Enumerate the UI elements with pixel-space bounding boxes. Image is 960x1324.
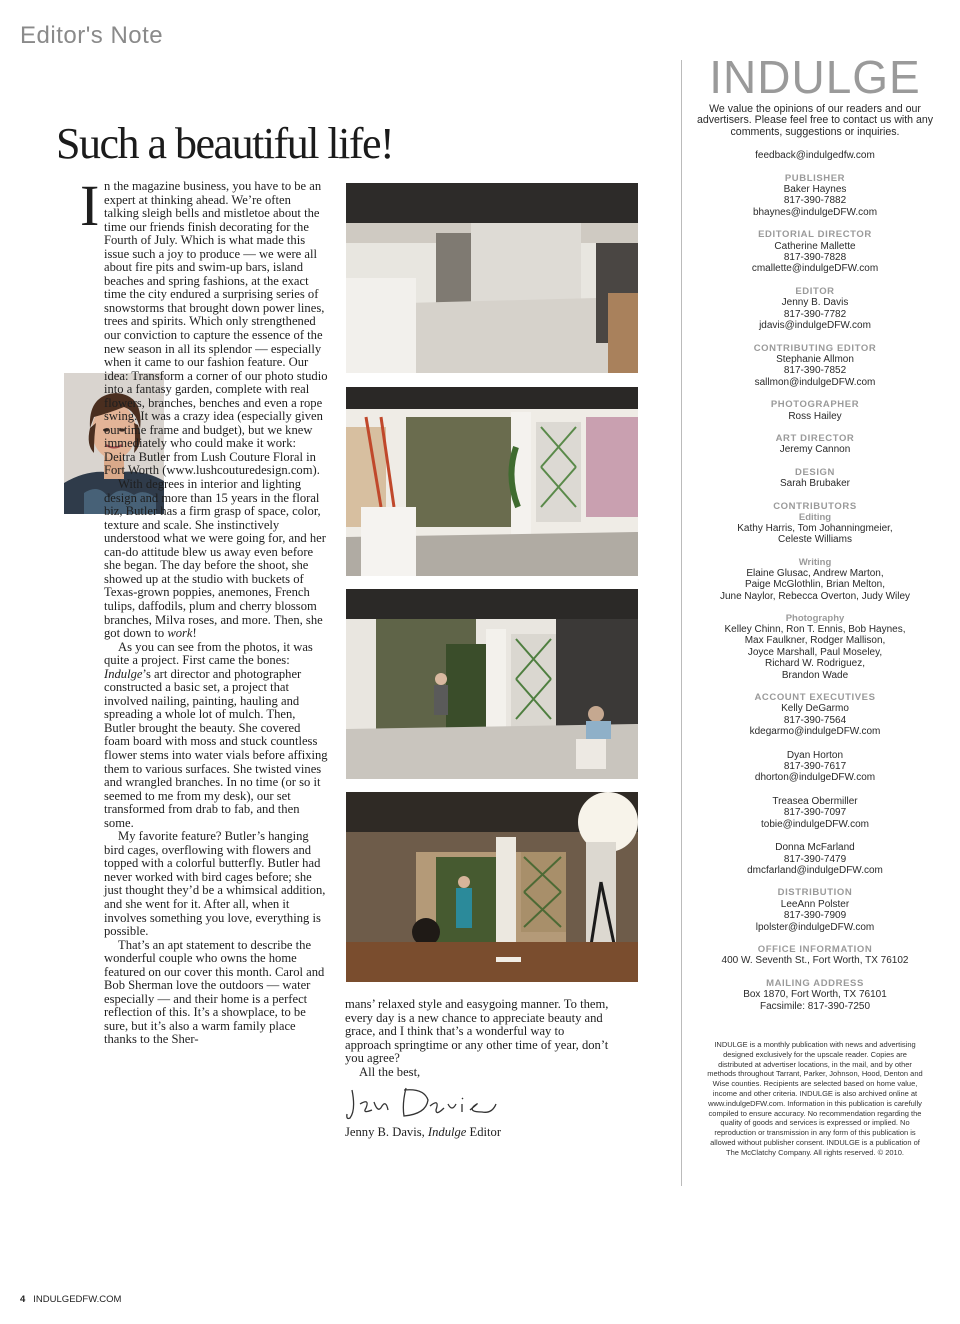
contributors-block: CONTRIBUTORS Editing Kathy Harris, Tom Johanningmeier, Celeste Williams Writing Elaine Glusac, Andrew Marton, Paige McGlothlin, Brian Melton, June Naylor, Rebecca Overton, Judy Wiley Photography Kelley Chinn, Ron T. Ennis, Bob Haynes, Max Faulkner, Rodger Mallison, Joyce Marshall, Paul Moseley, Richard W. Rodriguez, Brandon Wade: [719, 500, 911, 681]
paragraph-3-start: As you can see from the photos, it was quite a project. First came the bones:: [104, 639, 313, 668]
photographer-block: PHOTOGRAPHER Ross Hailey: [770, 399, 860, 422]
account-exec-email[interactable]: tobie@indulgeDFW.com: [761, 818, 869, 830]
studio-photo-1: [346, 183, 638, 373]
paragraph-1: n the magazine business, you have to be an expert at thinking ahead. We’re often talking sleigh bells and mistletoe about the time our friends finish decorating for the Fourth of July. Which is what made this issue such a joy to produce — we were all about fire pits and swim-up bars, island beaches and spring fashions, at the exact time the city endured a surprising series of snowstorms that brought down power lines, trees and spirits. Which only strengthened our conviction to capture the essence of the new season in all its splendor — especially when it came to our fashion feature. Our idea: Transform a corner of our photo studio into a fantasy garden, complete with real flowers, branches, benches and even a rope swing. It was a crazy idea (especially given our time frame and budget), but we knew immediately who could make it work: Deitra Butler from Lush Couture Floral in Fort Worth (www.lushcouturedesign.com).: [104, 179, 328, 478]
mailing-block: MAILING ADDRESS Box 1870, Fort Worth, TX 76101 Facsimile: 817-390-7250: [743, 977, 887, 1012]
masthead-logo: INDULGE: [709, 51, 921, 103]
editor-signature: [344, 1080, 504, 1122]
fine-print: INDULGE is a monthly publication with news and advertising designed exclusively for the upscale reader. Copies are distributed at advertiser locations, in the mail, and by other methods throughout Tarrant, Parker, Johnson, Hood, Denton and Wise counties. Recipients are selected based on home value, income and other criteria. INDULGE is also archived online at www.indulgeDFW.com. Information in this publication is carefully compiled to ensure accuracy. No recommendation regarding the quality of goods and services is expressed or implied. No reproduction or transmission in any form of this publication is allowed without publisher consent. INDULGE is a publication of The McClatchy Company. All rights reserved. © 2010.: [707, 1040, 923, 1157]
design-block: DESIGN Sarah Brubaker: [779, 466, 851, 490]
editorial-director-email[interactable]: cmallette@indulgeDFW.com: [751, 263, 879, 275]
paragraph-2-emphasis: work: [167, 626, 193, 641]
publisher-email[interactable]: bhaynes@indulgeDFW.com: [752, 206, 878, 218]
article-body-column-2: [345, 998, 613, 1079]
studio-photo-2: [346, 387, 638, 576]
account-exec-email[interactable]: kdegarmo@indulgeDFW.com: [749, 726, 881, 738]
editor-email[interactable]: jdavis@indulgeDFW.com: [759, 320, 871, 332]
paragraph-2-end: !: [192, 626, 197, 641]
distribution-email[interactable]: lpolster@indulgeDFW.com: [755, 921, 875, 933]
account-exec-email[interactable]: dhorton@indulgeDFW.com: [754, 772, 876, 784]
signature-caption: Jenny B. Davis, Indulge Editor: [345, 1125, 502, 1139]
publisher-block: PUBLISHER Baker Haynes 817-390-7882 bhaynes@indulgeDFW.com: [686, 173, 944, 219]
account-executives-block: ACCOUNT EXECUTIVES Kelly DeGarmo 817-390-7564 kdegarmo@indulgeDFW.com Dyan Horton 817-390-7617 dhorton@indulgeDFW.com Treasea Obermiller 817-390-7097 tobie@indulgeDFW.com Donna McFarland 817-390-7479 dmcfarland@indulgeDFW.com: [686, 692, 944, 876]
section-label: Editor's Note: [20, 22, 164, 49]
studio-photo-3: [346, 589, 638, 779]
column-divider: [681, 60, 682, 1186]
paragraph-5: That’s an apt statement to describe the wonderful couple who owns the home featured on our cover this month. Carol and Bob Sherman love the outdoors — water especially — and their home is a perfect reflection of this. It’s a showplace, to be sure, but it’s also a warm family place thanks to the Sher-: [104, 937, 325, 1047]
editor-block: EDITOR Jenny B. Davis 817-390-7782 jdavis@indulgeDFW.com: [686, 286, 944, 332]
art-director-block: ART DIRECTOR Jeremy Cannon: [775, 432, 855, 456]
paragraph-6: mans’ relaxed style and easygoing manner. To them, every day is a new chance to appreciate beauty and grace, and I think that’s a wonderful way to approach springtime or any other time of year, don’t you agree?: [345, 997, 609, 1066]
closing-line: All the best,: [359, 1064, 421, 1079]
contributing-editor-block: CONTRIBUTING EDITOR Stephanie Allmon 817-390-7852 sallmon@indulgeDFW.com: [686, 343, 944, 389]
headline: Such a beautiful life!: [56, 119, 394, 168]
paragraph-3-emphasis: Indulge: [104, 666, 143, 681]
drop-cap: I: [80, 173, 100, 238]
paragraph-4: My favorite feature? Butler’s hanging bird cages, overflowing with flowers and topped with a colorful butterfly. Butler had never worked with bird cages before; she just thought they’d be a whimsical addition, and she went for it. After all, when it involves something you love, everything is possible.: [104, 829, 326, 939]
office-block: OFFICE INFORMATION 400 W. Seventh St., Fort Worth, TX 76102: [721, 943, 909, 967]
page-number: 4: [20, 1294, 26, 1305]
editorial-director-block: EDITORIAL DIRECTOR Catherine Mallette 817-390-7828 cmallette@indulgeDFW.com: [686, 229, 944, 275]
account-exec-email[interactable]: dmcfarland@indulgeDFW.com: [747, 864, 883, 876]
contributing-editor-email[interactable]: sallmon@indulgeDFW.com: [754, 376, 876, 388]
folio-site: INDULGEDFW.COM: [33, 1294, 122, 1305]
paragraph-2: With degrees in interior and lighting design and more than 15 years in the floral biz, Butler has a firm grasp of space, color, texture and scale. She instinctively understood what we were going for, and her can-do attitude blew us away even before she began. The day before the shoot, she showed up at the studio with buckets of Texas-grown poppies, anemones, French tulips, daffodils, plum and cherry blossom branches, Milva roses, and more. Then, she got down to: [104, 477, 326, 641]
distribution-block: DISTRIBUTION LeeAnn Polster 817-390-7909 lpolster@indulgeDFW.com: [686, 887, 944, 933]
studio-photo-4: [346, 792, 638, 982]
page-folio: [20, 1294, 121, 1305]
masthead: [686, 52, 944, 1012]
masthead-intro: We value the opinions of our readers and our advertisers. Please feel free to contact us with any comments, suggestions or inquiries.: [696, 103, 934, 138]
feedback-email[interactable]: feedback@indulgedfw.com: [755, 150, 875, 162]
article-body-column-1: [80, 173, 328, 1047]
paragraph-3-end: ’s art director and photographer constructed a basic set, a project that involved nailing, painting, hauling and spreading a whole lot of mulch. Then, Butler brought the beauty. She covered foam board with moss and stuck countless flower stems into water vials before affixing them to various surfaces. She twisted vines and wrangled branches. In no time (or so it seemed to me from my desk), our set transformed from drab to fab, and then some.: [104, 666, 328, 830]
